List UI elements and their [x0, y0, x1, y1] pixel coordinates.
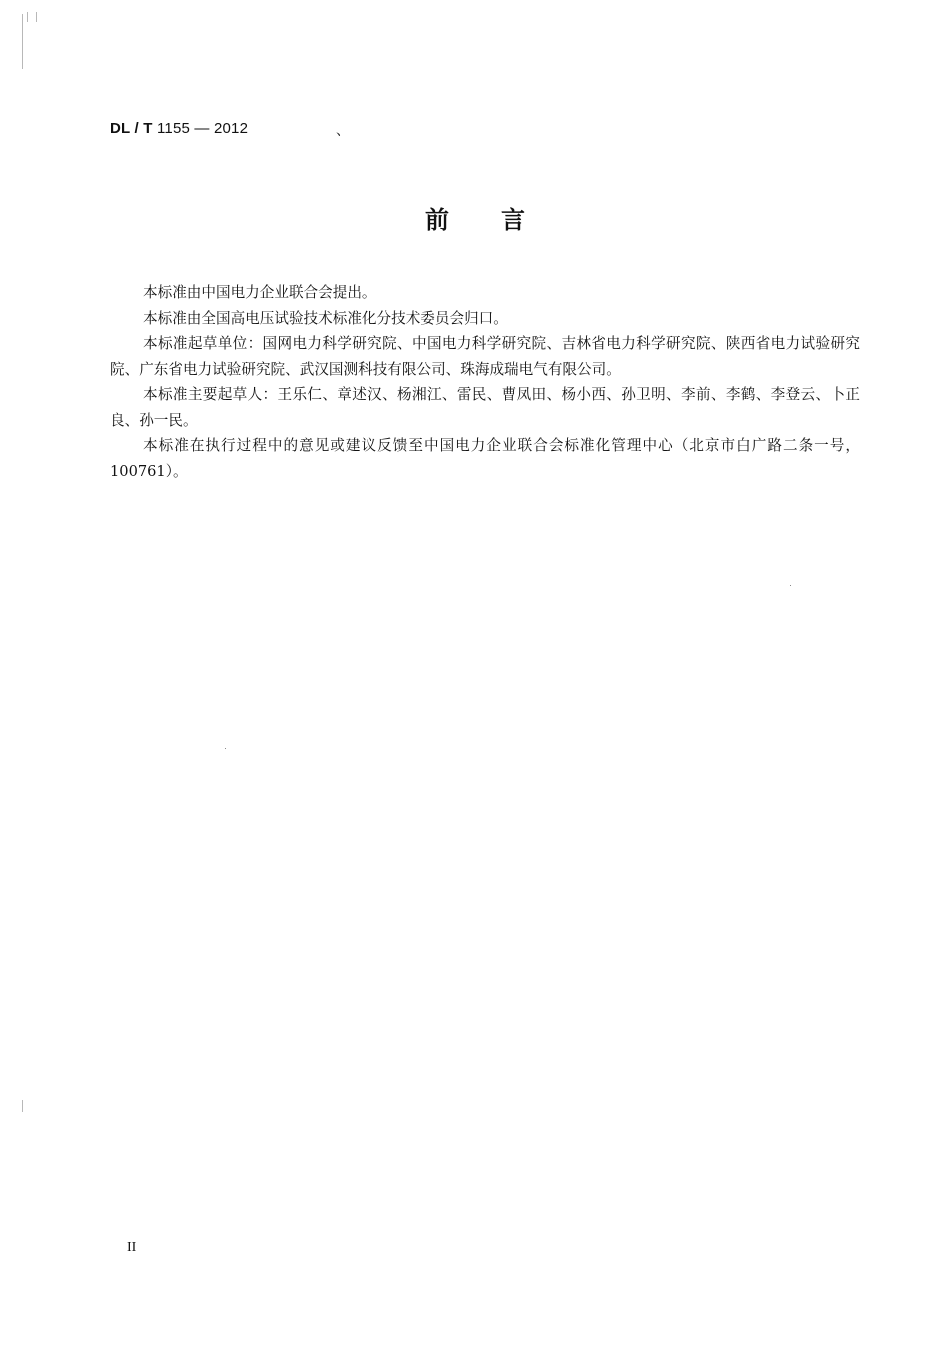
- scan-dot: [225, 748, 226, 749]
- scan-edge-mark: [27, 12, 28, 22]
- page-number: II: [127, 1240, 137, 1255]
- paragraph: 本标准由全国高电压试验技术标准化分技术委员会归口。: [143, 309, 508, 327]
- paragraph: 本标准起草单位：国网电力科学研究院、中国电力科学研究院、吉林省电力科学研究院、陕西省电力试验研究院、广东省电力试验研究院、武汉国测科技有限公司、珠海成瑞电气有限公司。: [110, 335, 860, 378]
- scan-edge-mark: [22, 14, 23, 69]
- standard-number: 1155 — 2012: [156, 120, 249, 137]
- paragraph: 本标准由中国电力企业联合会提出。: [143, 284, 377, 301]
- standard-prefix: DL / T: [110, 120, 153, 137]
- scan-dot: [790, 585, 791, 586]
- scan-edge-mark: [22, 1100, 23, 1112]
- scan-edge-mark: [36, 12, 37, 22]
- foreword-body: [110, 280, 860, 484]
- paragraph: 本标准在执行过程中的意见或建议反馈至中国电力企业联合会标准化管理中心（北京市白广路二条一号，100761）。: [110, 437, 860, 480]
- page-title: 前言: [425, 206, 577, 234]
- paragraph: 本标准主要起草人：王乐仁、章述汉、杨湘江、雷民、曹凤田、杨小西、孙卫明、李前、李鹤、李登云、卜正良、孙一民。: [110, 386, 860, 429]
- stray-mark: 、: [336, 123, 350, 139]
- standard-code: [110, 120, 248, 137]
